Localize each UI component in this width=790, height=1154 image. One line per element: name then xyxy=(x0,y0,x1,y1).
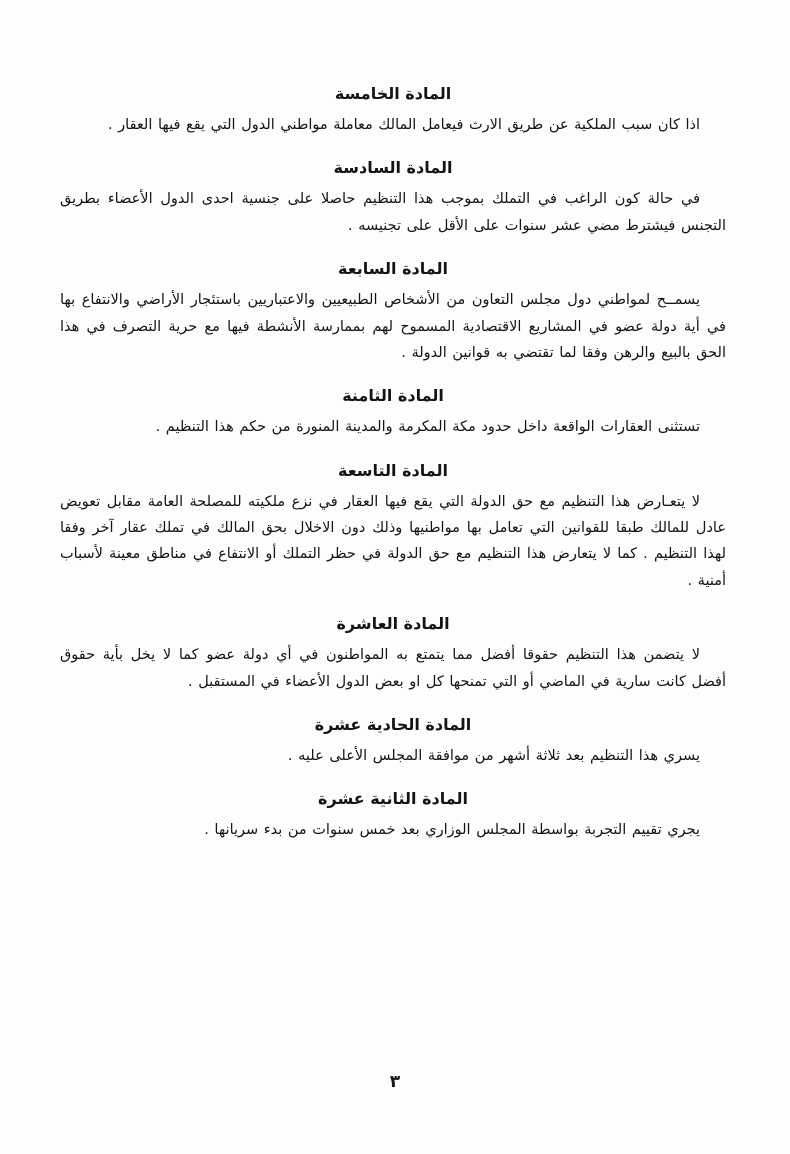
article-title: المادة السابعة xyxy=(338,259,448,279)
article-body: يسري هذا التنظيم بعد ثلاثة أشهر من موافقة المجلس الأعلى عليه . xyxy=(287,747,700,764)
article-body: لا يتعـارض هذا التنظيم مع حق الدولة التي يقع فيها العقار في نزع ملكيته للمصلحة العامة مقابل تعويض عادل للمالك طبقا للقوانين التي تعامل بها مواطنيها وذلك دون الاخلال بحق المالك في تملك عقار آخر وفقا لهذا التنظيم . كما لا يتعارض هذا التنظيم مع حق الدولة في حظر التملك أو الانتفاع في مناطق معينة لأسباب أمنية . xyxy=(60,493,726,589)
article-six xyxy=(60,158,726,239)
article-body: اذا كان سبب الملكية عن طريق الارث فيعامل المالك معاملة مواطني الدول التي يقع فيها العقار . xyxy=(107,117,700,133)
article-body: يجري تقييم التجربة بواسطة المجلس الوزاري بعد خمس سنوات من بدء سريانها . xyxy=(204,822,700,839)
article-body: في حالة كون الراغب في التملك بموجب هذا التنظيم حاصلا على جنسية احدى الدول الأعضاء بطريق التجنس فيشترط مضي عشر سنوات على الأقل على تجنيسه . xyxy=(60,191,726,234)
article-ten xyxy=(60,614,726,695)
article-title: المادة الحادية عشرة xyxy=(314,714,472,734)
article-twelve xyxy=(60,789,726,843)
article-title: المادة الثامنة xyxy=(342,386,444,406)
article-title: المادة العاشرة xyxy=(336,614,450,634)
article-title: المادة التاسعة xyxy=(338,460,448,480)
article-body: تستثنى العقارات الواقعة داخل حدود مكة المكرمة والمدينة المنورة من حكم هذا التنظيم . xyxy=(155,419,700,436)
article-five xyxy=(60,84,726,138)
article-eleven xyxy=(60,715,726,769)
article-body: لا يتضمن هذا التنظيم حقوقا أفضل مما يتمتع به المواطنون في أي دولة عضو كما لا يخل بأية حقوق أفضل كانت سارية في الماضي أو التي تمنحها كل او بعض الدول الأعضاء في المستقبل . xyxy=(60,647,726,690)
article-body: يسمــح لمواطني دول مجلس التعاون من الأشخاص الطبيعيين والاعتباريين باستئجار الأراضي والانتفاع بها في أية دولة عضو في المشاريع الاقتصادية المسموح لهم بممارسة الأنشطة فيها مع حرية التصرف في هذا الحق بالبيع والرهن وفقا لما تقتضي به قوانين الدولة . xyxy=(60,292,726,361)
article-seven xyxy=(60,259,726,366)
article-nine xyxy=(60,461,726,595)
article-title: المادة السادسة xyxy=(333,158,453,178)
article-eight xyxy=(60,386,726,440)
article-title: المادة الثانية عشرة xyxy=(318,789,468,809)
page-number: ٣ xyxy=(389,1072,401,1092)
article-title: المادة الخامسة xyxy=(334,84,452,103)
